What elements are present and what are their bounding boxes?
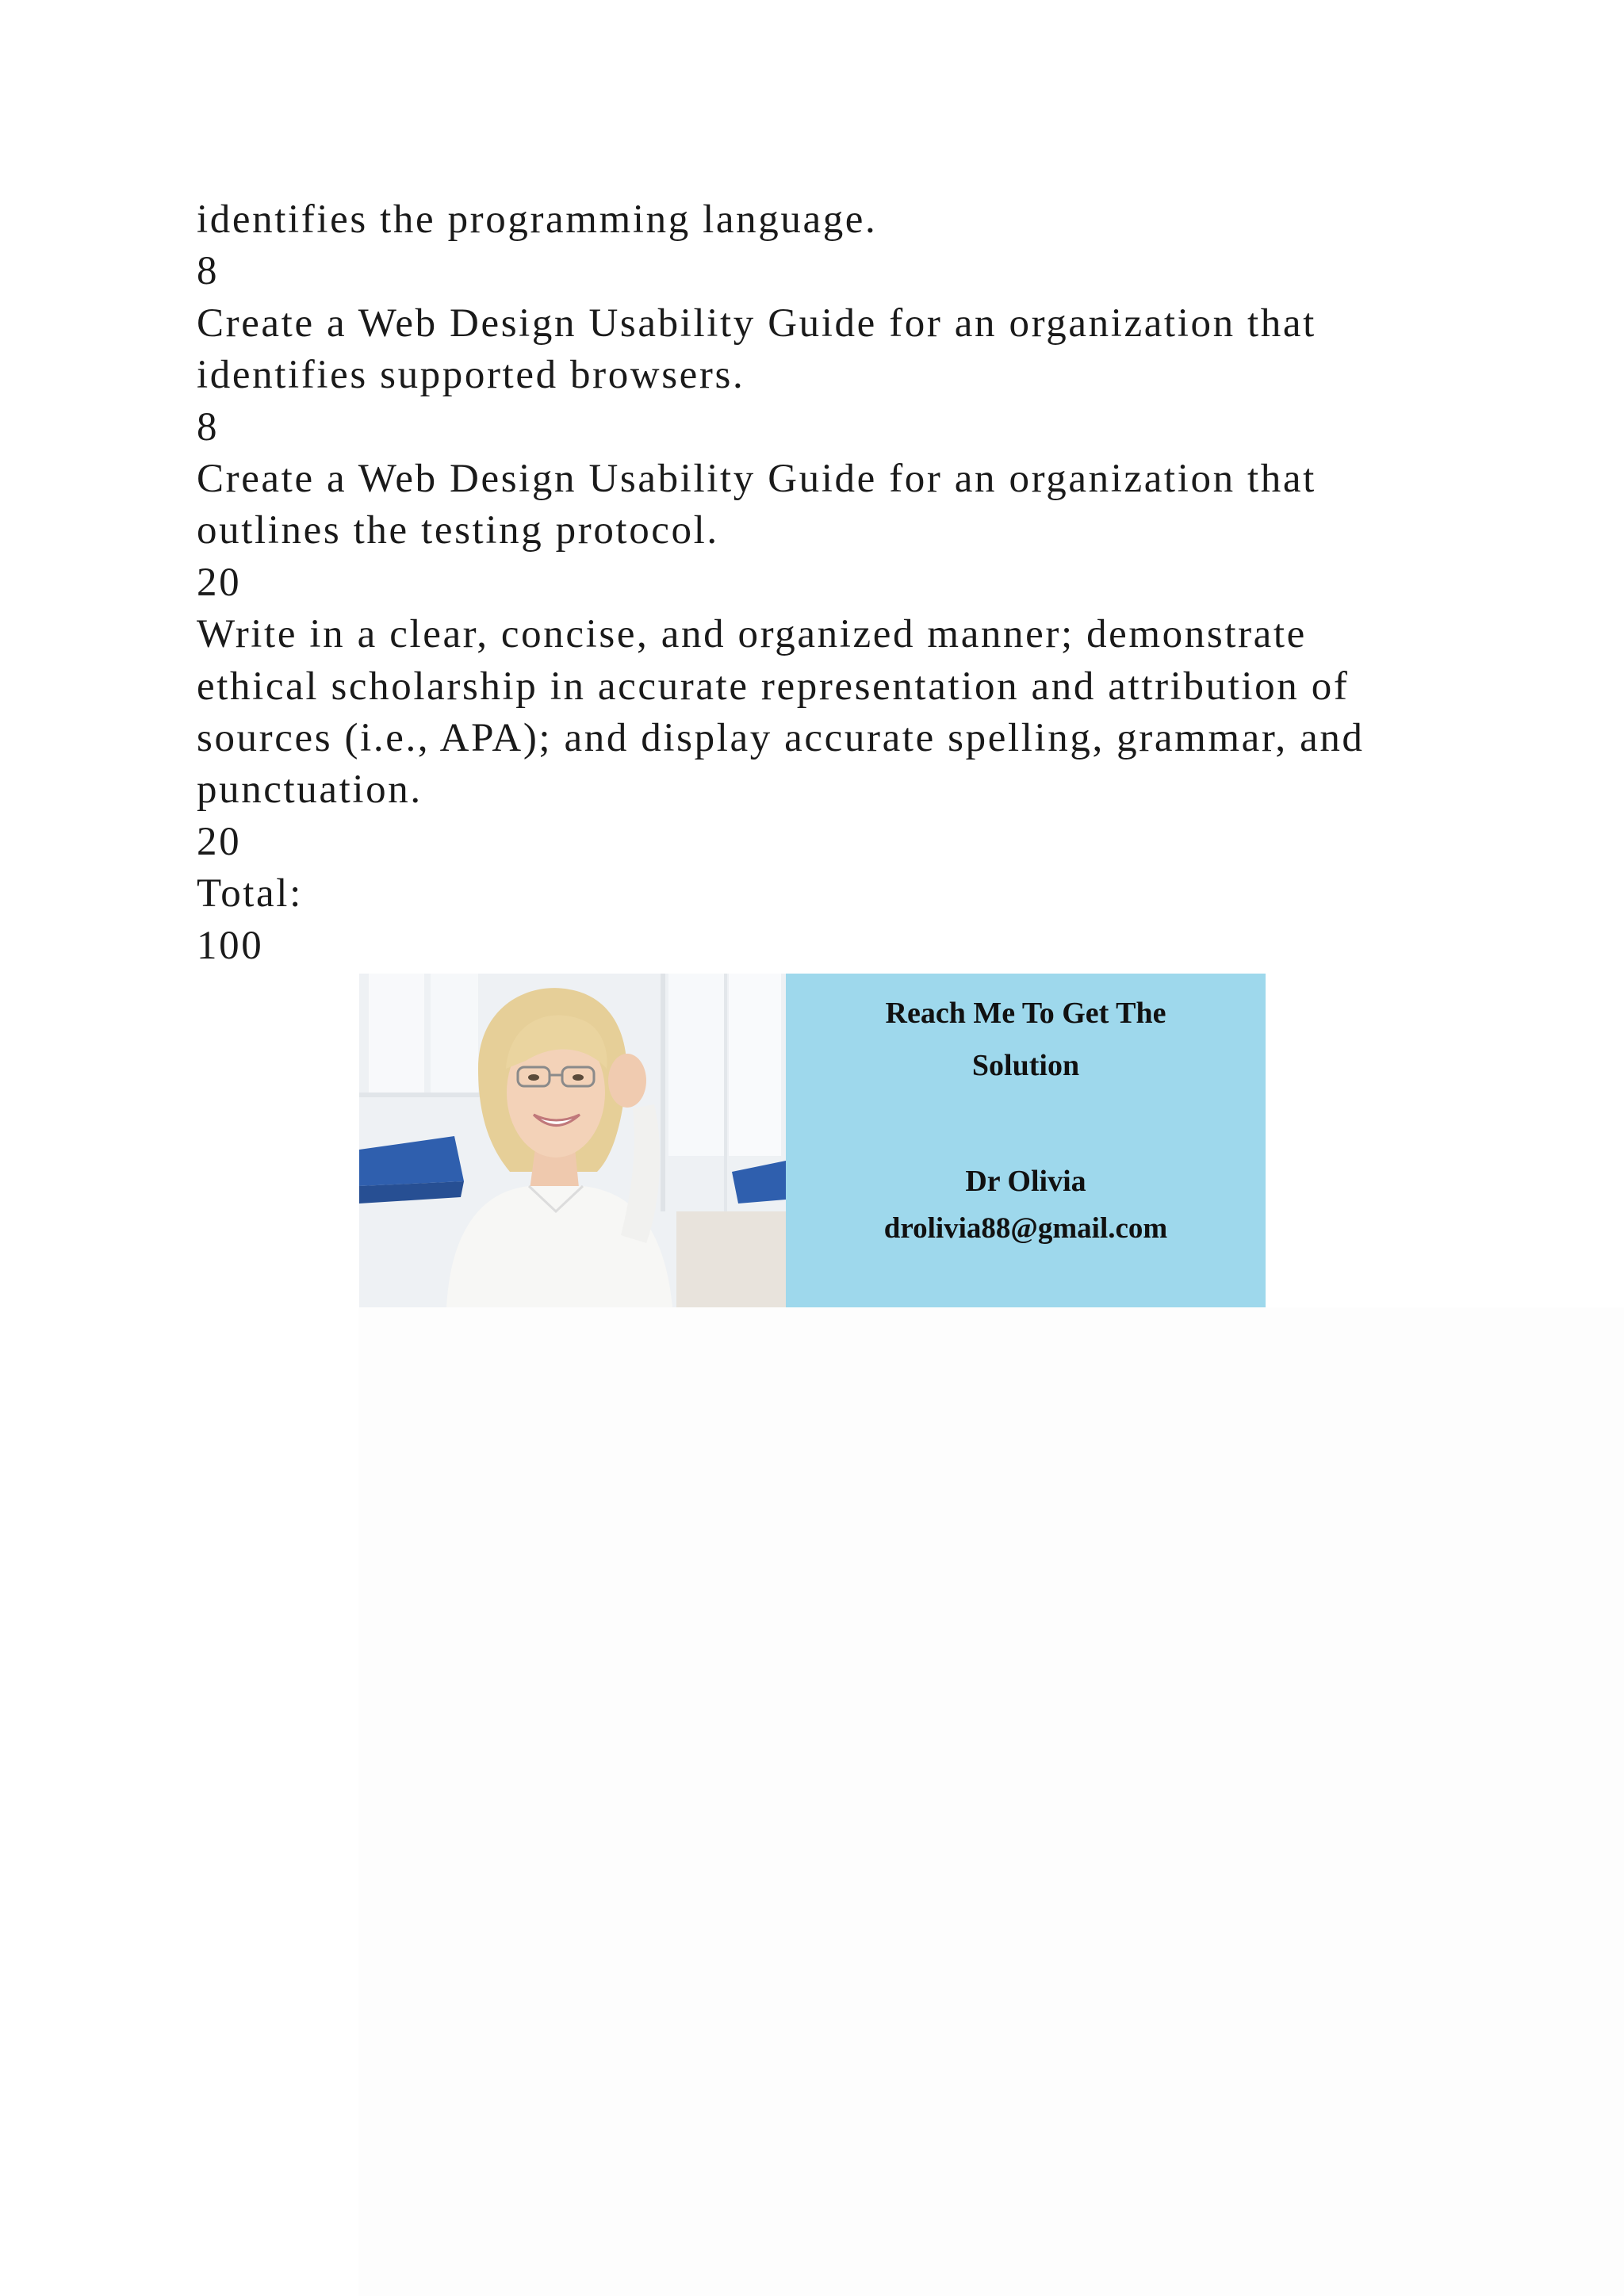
faint-background-panel (358, 1307, 1624, 2296)
person-photo (359, 974, 786, 1307)
points-value: 20 (197, 560, 242, 605)
body-line: ethical scholarship in accurate representation and attribution of (197, 664, 1350, 709)
body-line: identifies the programming language. (197, 197, 878, 242)
body-line: identifies supported browsers. (197, 353, 745, 398)
contact-banner[interactable] (359, 974, 1266, 1307)
cta-line-2: Solution (971, 1049, 1080, 1082)
cta-line-1: Reach Me To Get The (885, 997, 1166, 1030)
body-line: Create a Web Design Usability Guide for an organization that (197, 300, 1316, 346)
points-value: 8 (197, 249, 220, 294)
body-line: Create a Web Design Usability Guide for an organization that (197, 457, 1316, 502)
body-line: outlines the testing protocol. (197, 508, 719, 553)
total-value: 100 (197, 923, 264, 968)
body-line: Write in a clear, concise, and organized manner; demonstrate (197, 612, 1307, 657)
contact-info-panel (786, 974, 1266, 1307)
points-value: 8 (197, 404, 220, 450)
total-label: Total: (197, 871, 303, 916)
contact-email[interactable]: drolivia88@gmail.com (883, 1212, 1168, 1245)
points-value: 20 (197, 819, 242, 864)
body-line: punctuation. (197, 767, 423, 813)
contact-name: Dr Olivia (965, 1165, 1086, 1198)
person-illustration (359, 974, 786, 1307)
body-line: sources (i.e., APA); and display accurate spelling, grammar, and (197, 716, 1365, 761)
document-body (197, 194, 1465, 972)
